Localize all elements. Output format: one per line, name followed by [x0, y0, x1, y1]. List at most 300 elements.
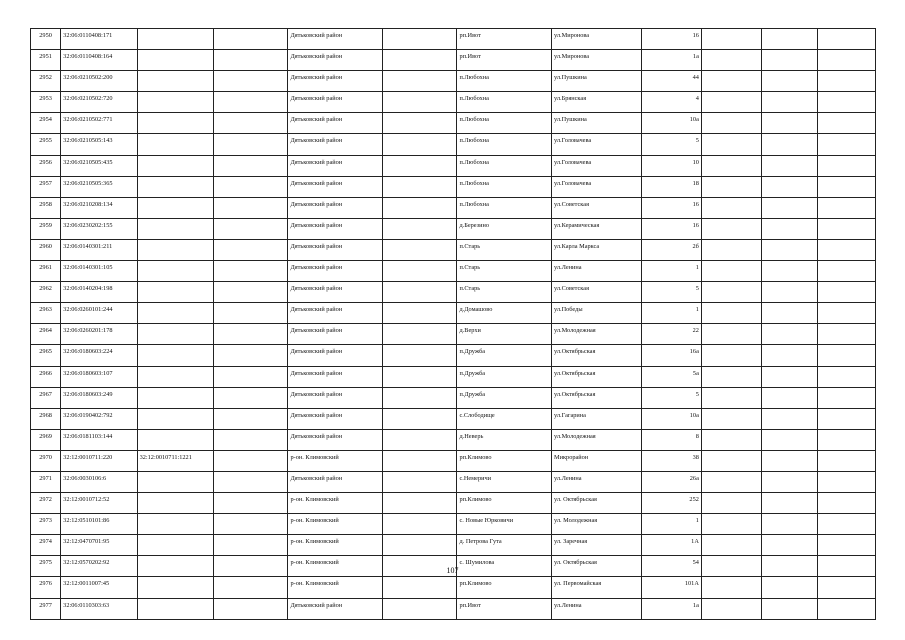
house-number-cell: 5 — [641, 387, 701, 408]
empty-cell — [817, 134, 875, 155]
related-cadastral-number-cell — [137, 598, 213, 619]
house-number-cell: 44 — [641, 71, 701, 92]
empty-cell — [701, 261, 761, 282]
row-number-cell: 2962 — [31, 282, 61, 303]
row-number-cell: 2977 — [31, 598, 61, 619]
related-cadastral-number-cell — [137, 366, 213, 387]
district-cell: Дятьковский район — [288, 345, 383, 366]
table-row — [31, 324, 876, 345]
empty-cell — [383, 366, 457, 387]
related-cadastral-number-cell — [137, 324, 213, 345]
locality-cell: рп.Климово — [457, 577, 552, 598]
house-number-cell: 16 — [641, 29, 701, 50]
house-number-cell: 4 — [641, 92, 701, 113]
empty-cell — [214, 155, 288, 176]
house-number-cell: 5 — [641, 134, 701, 155]
locality-cell: рп.Климово — [457, 493, 552, 514]
row-number-cell: 2958 — [31, 197, 61, 218]
empty-cell — [383, 577, 457, 598]
table-row — [31, 535, 876, 556]
district-cell: Дятьковский район — [288, 366, 383, 387]
row-number-cell: 2965 — [31, 345, 61, 366]
row-number-cell: 2975 — [31, 556, 61, 577]
locality-cell: д.Неверь — [457, 429, 552, 450]
empty-cell — [701, 387, 761, 408]
house-number-cell: 1а — [641, 598, 701, 619]
district-cell: Дятьковский район — [288, 92, 383, 113]
empty-cell — [762, 471, 817, 492]
related-cadastral-number-cell — [137, 239, 213, 260]
empty-cell — [701, 577, 761, 598]
empty-cell — [383, 239, 457, 260]
empty-cell — [383, 155, 457, 176]
house-number-cell: 10а — [641, 113, 701, 134]
street-cell: ул.Гагарина — [552, 408, 642, 429]
table-row — [31, 282, 876, 303]
empty-cell — [214, 239, 288, 260]
empty-cell — [762, 450, 817, 471]
row-number-cell: 2956 — [31, 155, 61, 176]
cadastral-number-cell: 32:06:0210505:365 — [61, 176, 137, 197]
street-cell: ул.Ленина — [552, 471, 642, 492]
house-number-cell: 38 — [641, 450, 701, 471]
empty-cell — [762, 239, 817, 260]
empty-cell — [817, 577, 875, 598]
empty-cell — [383, 134, 457, 155]
table-row — [31, 176, 876, 197]
cadastral-number-cell: 32:06:0210502:771 — [61, 113, 137, 134]
district-cell: р-он. Климовский — [288, 535, 383, 556]
empty-cell — [817, 155, 875, 176]
cadastral-number-cell: 32:06:0180603:107 — [61, 366, 137, 387]
row-number-cell: 2957 — [31, 176, 61, 197]
street-cell: ул.Октябрьская — [552, 387, 642, 408]
empty-cell — [817, 493, 875, 514]
empty-cell — [383, 493, 457, 514]
empty-cell — [383, 50, 457, 71]
related-cadastral-number-cell: 32:12:0010711:1221 — [137, 450, 213, 471]
empty-cell — [817, 29, 875, 50]
street-cell: ул. Заречная — [552, 535, 642, 556]
empty-cell — [383, 282, 457, 303]
empty-cell — [701, 471, 761, 492]
house-number-cell: 18 — [641, 176, 701, 197]
row-number-cell: 2963 — [31, 303, 61, 324]
empty-cell — [214, 450, 288, 471]
empty-cell — [762, 324, 817, 345]
row-number-cell: 2954 — [31, 113, 61, 134]
empty-cell — [762, 282, 817, 303]
empty-cell — [214, 29, 288, 50]
empty-cell — [701, 134, 761, 155]
locality-cell: рп.Ивот — [457, 50, 552, 71]
cadastral-number-cell: 32:06:0140204:198 — [61, 282, 137, 303]
row-number-cell: 2964 — [31, 324, 61, 345]
house-number-cell: 1 — [641, 261, 701, 282]
empty-cell — [701, 429, 761, 450]
row-number-cell: 2967 — [31, 387, 61, 408]
district-cell: Дятьковский район — [288, 113, 383, 134]
cadastral-number-cell: 32:06:0210505:435 — [61, 155, 137, 176]
empty-cell — [383, 408, 457, 429]
empty-cell — [762, 429, 817, 450]
district-cell: Дятьковский район — [288, 197, 383, 218]
related-cadastral-number-cell — [137, 408, 213, 429]
district-cell: Дятьковский район — [288, 29, 383, 50]
table-row — [31, 345, 876, 366]
locality-cell: п.Любохна — [457, 92, 552, 113]
street-cell: ул.Ленина — [552, 598, 642, 619]
empty-cell — [701, 366, 761, 387]
row-number-cell: 2974 — [31, 535, 61, 556]
row-number-cell: 2950 — [31, 29, 61, 50]
empty-cell — [214, 577, 288, 598]
related-cadastral-number-cell — [137, 471, 213, 492]
cadastral-number-cell: 32:06:0140301:211 — [61, 239, 137, 260]
empty-cell — [383, 113, 457, 134]
empty-cell — [383, 535, 457, 556]
street-cell: ул.Советская — [552, 197, 642, 218]
street-cell: ул.Карла Маркса — [552, 239, 642, 260]
house-number-cell: 252 — [641, 493, 701, 514]
related-cadastral-number-cell — [137, 92, 213, 113]
street-cell: ул. Октябрьская — [552, 493, 642, 514]
related-cadastral-number-cell — [137, 387, 213, 408]
table-row — [31, 50, 876, 71]
related-cadastral-number-cell — [137, 282, 213, 303]
empty-cell — [762, 92, 817, 113]
registry-body — [31, 29, 876, 620]
empty-cell — [383, 471, 457, 492]
cadastral-number-cell: 32:06:0260101:244 — [61, 303, 137, 324]
empty-cell — [762, 176, 817, 197]
street-cell: ул.Головачева — [552, 176, 642, 197]
table-row — [31, 71, 876, 92]
cadastral-number-cell: 32:06:0210208:134 — [61, 197, 137, 218]
district-cell: Дятьковский район — [288, 408, 383, 429]
locality-cell: п.Любохна — [457, 71, 552, 92]
district-cell: р-он. Климовский — [288, 577, 383, 598]
cadastral-number-cell: 32:12:0510101:86 — [61, 514, 137, 535]
empty-cell — [817, 535, 875, 556]
related-cadastral-number-cell — [137, 29, 213, 50]
table-row — [31, 429, 876, 450]
locality-cell: рп.Ивот — [457, 598, 552, 619]
house-number-cell: 54 — [641, 556, 701, 577]
related-cadastral-number-cell — [137, 71, 213, 92]
locality-cell: д.Березино — [457, 218, 552, 239]
row-number-cell: 2959 — [31, 218, 61, 239]
row-number-cell: 2952 — [31, 71, 61, 92]
district-cell: Дятьковский район — [288, 50, 383, 71]
cadastral-number-cell: 32:06:0181103:144 — [61, 429, 137, 450]
empty-cell — [383, 261, 457, 282]
street-cell: ул.Октябрьская — [552, 366, 642, 387]
empty-cell — [214, 134, 288, 155]
empty-cell — [701, 113, 761, 134]
empty-cell — [214, 113, 288, 134]
empty-cell — [214, 282, 288, 303]
empty-cell — [701, 197, 761, 218]
street-cell: ул.Молодежная — [552, 429, 642, 450]
table-row — [31, 408, 876, 429]
related-cadastral-number-cell — [137, 134, 213, 155]
empty-cell — [214, 598, 288, 619]
empty-cell — [214, 366, 288, 387]
empty-cell — [817, 429, 875, 450]
empty-cell — [817, 324, 875, 345]
empty-cell — [762, 577, 817, 598]
street-cell: ул.Миронова — [552, 29, 642, 50]
row-number-cell: 2955 — [31, 134, 61, 155]
related-cadastral-number-cell — [137, 261, 213, 282]
empty-cell — [214, 471, 288, 492]
table-row — [31, 493, 876, 514]
empty-cell — [214, 535, 288, 556]
street-cell: ул. Первомайская — [552, 577, 642, 598]
locality-cell: с.Немеричи — [457, 471, 552, 492]
district-cell: Дятьковский район — [288, 303, 383, 324]
empty-cell — [762, 366, 817, 387]
empty-cell — [383, 197, 457, 218]
cadastral-number-cell: 32:06:0110408:171 — [61, 29, 137, 50]
locality-cell: п.Дружба — [457, 345, 552, 366]
table-row — [31, 239, 876, 260]
locality-cell: п.Старь — [457, 282, 552, 303]
empty-cell — [701, 176, 761, 197]
empty-cell — [762, 303, 817, 324]
table-row — [31, 261, 876, 282]
house-number-cell: 26а — [641, 471, 701, 492]
empty-cell — [762, 218, 817, 239]
related-cadastral-number-cell — [137, 113, 213, 134]
empty-cell — [383, 345, 457, 366]
locality-cell: д. Петрова Гута — [457, 535, 552, 556]
table-row — [31, 366, 876, 387]
row-number-cell: 2971 — [31, 471, 61, 492]
street-cell: ул.Ленина — [552, 261, 642, 282]
empty-cell — [214, 92, 288, 113]
empty-cell — [817, 387, 875, 408]
empty-cell — [383, 450, 457, 471]
street-cell: ул.Миронова — [552, 50, 642, 71]
related-cadastral-number-cell — [137, 493, 213, 514]
cadastral-number-cell: 32:06:0190402:792 — [61, 408, 137, 429]
empty-cell — [701, 408, 761, 429]
empty-cell — [762, 345, 817, 366]
district-cell: р-он. Климовский — [288, 493, 383, 514]
cadastral-number-cell: 32:06:0180603:249 — [61, 387, 137, 408]
district-cell: Дятьковский район — [288, 324, 383, 345]
street-cell: ул.Брянская — [552, 92, 642, 113]
empty-cell — [214, 408, 288, 429]
house-number-cell: 5 — [641, 282, 701, 303]
empty-cell — [701, 29, 761, 50]
row-number-cell: 2976 — [31, 577, 61, 598]
street-cell: ул.Советская — [552, 282, 642, 303]
empty-cell — [762, 134, 817, 155]
row-number-cell: 2972 — [31, 493, 61, 514]
row-number-cell: 2960 — [31, 239, 61, 260]
house-number-cell: 1 — [641, 514, 701, 535]
empty-cell — [383, 303, 457, 324]
empty-cell — [701, 239, 761, 260]
cadastral-number-cell: 32:06:0210502:200 — [61, 71, 137, 92]
empty-cell — [817, 282, 875, 303]
empty-cell — [817, 471, 875, 492]
empty-cell — [762, 261, 817, 282]
empty-cell — [214, 197, 288, 218]
empty-cell — [817, 261, 875, 282]
row-number-cell: 2951 — [31, 50, 61, 71]
district-cell: Дятьковский район — [288, 598, 383, 619]
district-cell: Дятьковский район — [288, 387, 383, 408]
district-cell: р-он. Климовский — [288, 514, 383, 535]
empty-cell — [214, 514, 288, 535]
house-number-cell: 10 — [641, 155, 701, 176]
locality-cell: рп.Климово — [457, 450, 552, 471]
house-number-cell: 10а — [641, 408, 701, 429]
table-row — [31, 197, 876, 218]
empty-cell — [214, 324, 288, 345]
locality-cell: д.Домашово — [457, 303, 552, 324]
empty-cell — [701, 303, 761, 324]
related-cadastral-number-cell — [137, 535, 213, 556]
district-cell: Дятьковский район — [288, 155, 383, 176]
street-cell: ул. Октябрьская — [552, 556, 642, 577]
cadastral-number-cell: 32:06:0140301:105 — [61, 261, 137, 282]
empty-cell — [214, 71, 288, 92]
empty-cell — [817, 345, 875, 366]
empty-cell — [701, 514, 761, 535]
cadastral-number-cell: 32:06:0260201:178 — [61, 324, 137, 345]
street-cell: ул. Молодежная — [552, 514, 642, 535]
row-number-cell: 2953 — [31, 92, 61, 113]
locality-cell: п.Старь — [457, 239, 552, 260]
cadastral-number-cell: 32:06:0110408:164 — [61, 50, 137, 71]
empty-cell — [701, 324, 761, 345]
district-cell: Дятьковский район — [288, 471, 383, 492]
empty-cell — [383, 514, 457, 535]
table-row — [31, 29, 876, 50]
locality-cell: п.Дружба — [457, 366, 552, 387]
empty-cell — [383, 92, 457, 113]
street-cell: ул.Керамическая — [552, 218, 642, 239]
table-row — [31, 450, 876, 471]
empty-cell — [762, 408, 817, 429]
row-number-cell: 2969 — [31, 429, 61, 450]
street-cell: ул.Пушкина — [552, 113, 642, 134]
cadastral-number-cell: 32:12:0011007:45 — [61, 577, 137, 598]
empty-cell — [383, 29, 457, 50]
district-cell: Дятьковский район — [288, 261, 383, 282]
house-number-cell: 1 — [641, 303, 701, 324]
empty-cell — [817, 598, 875, 619]
empty-cell — [817, 366, 875, 387]
table-row — [31, 471, 876, 492]
empty-cell — [383, 598, 457, 619]
house-number-cell: 1А — [641, 535, 701, 556]
locality-cell: рп.Ивот — [457, 29, 552, 50]
district-cell: Дятьковский район — [288, 134, 383, 155]
related-cadastral-number-cell — [137, 155, 213, 176]
row-number-cell: 2968 — [31, 408, 61, 429]
empty-cell — [817, 514, 875, 535]
empty-cell — [214, 50, 288, 71]
empty-cell — [817, 450, 875, 471]
house-number-cell: 2б — [641, 239, 701, 260]
locality-cell: п.Любохна — [457, 134, 552, 155]
empty-cell — [762, 155, 817, 176]
related-cadastral-number-cell — [137, 514, 213, 535]
related-cadastral-number-cell — [137, 50, 213, 71]
empty-cell — [701, 218, 761, 239]
locality-cell: с. Новые Юрковичи — [457, 514, 552, 535]
house-number-cell: 5а — [641, 366, 701, 387]
empty-cell — [214, 303, 288, 324]
locality-cell: п.Любохна — [457, 176, 552, 197]
cadastral-number-cell: 32:12:0470701:95 — [61, 535, 137, 556]
empty-cell — [817, 239, 875, 260]
empty-cell — [762, 71, 817, 92]
district-cell: Дятьковский район — [288, 218, 383, 239]
empty-cell — [701, 282, 761, 303]
empty-cell — [701, 598, 761, 619]
district-cell: Дятьковский район — [288, 176, 383, 197]
table-row — [31, 218, 876, 239]
table-row — [31, 92, 876, 113]
empty-cell — [383, 218, 457, 239]
street-cell: ул.Молодежная — [552, 324, 642, 345]
table-row — [31, 387, 876, 408]
empty-cell — [214, 429, 288, 450]
cadastral-number-cell: 32:06:0210505:143 — [61, 134, 137, 155]
house-number-cell: 101А — [641, 577, 701, 598]
street-cell: ул.Головачева — [552, 134, 642, 155]
district-cell: Дятьковский район — [288, 71, 383, 92]
house-number-cell: 16а — [641, 345, 701, 366]
locality-cell: п.Дружба — [457, 387, 552, 408]
locality-cell: п.Любохна — [457, 197, 552, 218]
cadastral-number-cell: 32:06:0180603:224 — [61, 345, 137, 366]
locality-cell: п.Любохна — [457, 155, 552, 176]
empty-cell — [817, 92, 875, 113]
empty-cell — [817, 218, 875, 239]
house-number-cell: 22 — [641, 324, 701, 345]
related-cadastral-number-cell — [137, 429, 213, 450]
table-row — [31, 134, 876, 155]
empty-cell — [762, 50, 817, 71]
empty-cell — [383, 71, 457, 92]
street-cell: Микрорайон — [552, 450, 642, 471]
empty-cell — [762, 197, 817, 218]
house-number-cell: 8 — [641, 429, 701, 450]
row-number-cell: 2970 — [31, 450, 61, 471]
empty-cell — [701, 92, 761, 113]
table-row — [31, 514, 876, 535]
empty-cell — [817, 176, 875, 197]
empty-cell — [762, 29, 817, 50]
empty-cell — [762, 113, 817, 134]
table-row — [31, 113, 876, 134]
related-cadastral-number-cell — [137, 303, 213, 324]
empty-cell — [762, 493, 817, 514]
district-cell: Дятьковский район — [288, 429, 383, 450]
empty-cell — [701, 493, 761, 514]
row-number-cell: 2961 — [31, 261, 61, 282]
empty-cell — [701, 345, 761, 366]
district-cell: Дятьковский район — [288, 239, 383, 260]
